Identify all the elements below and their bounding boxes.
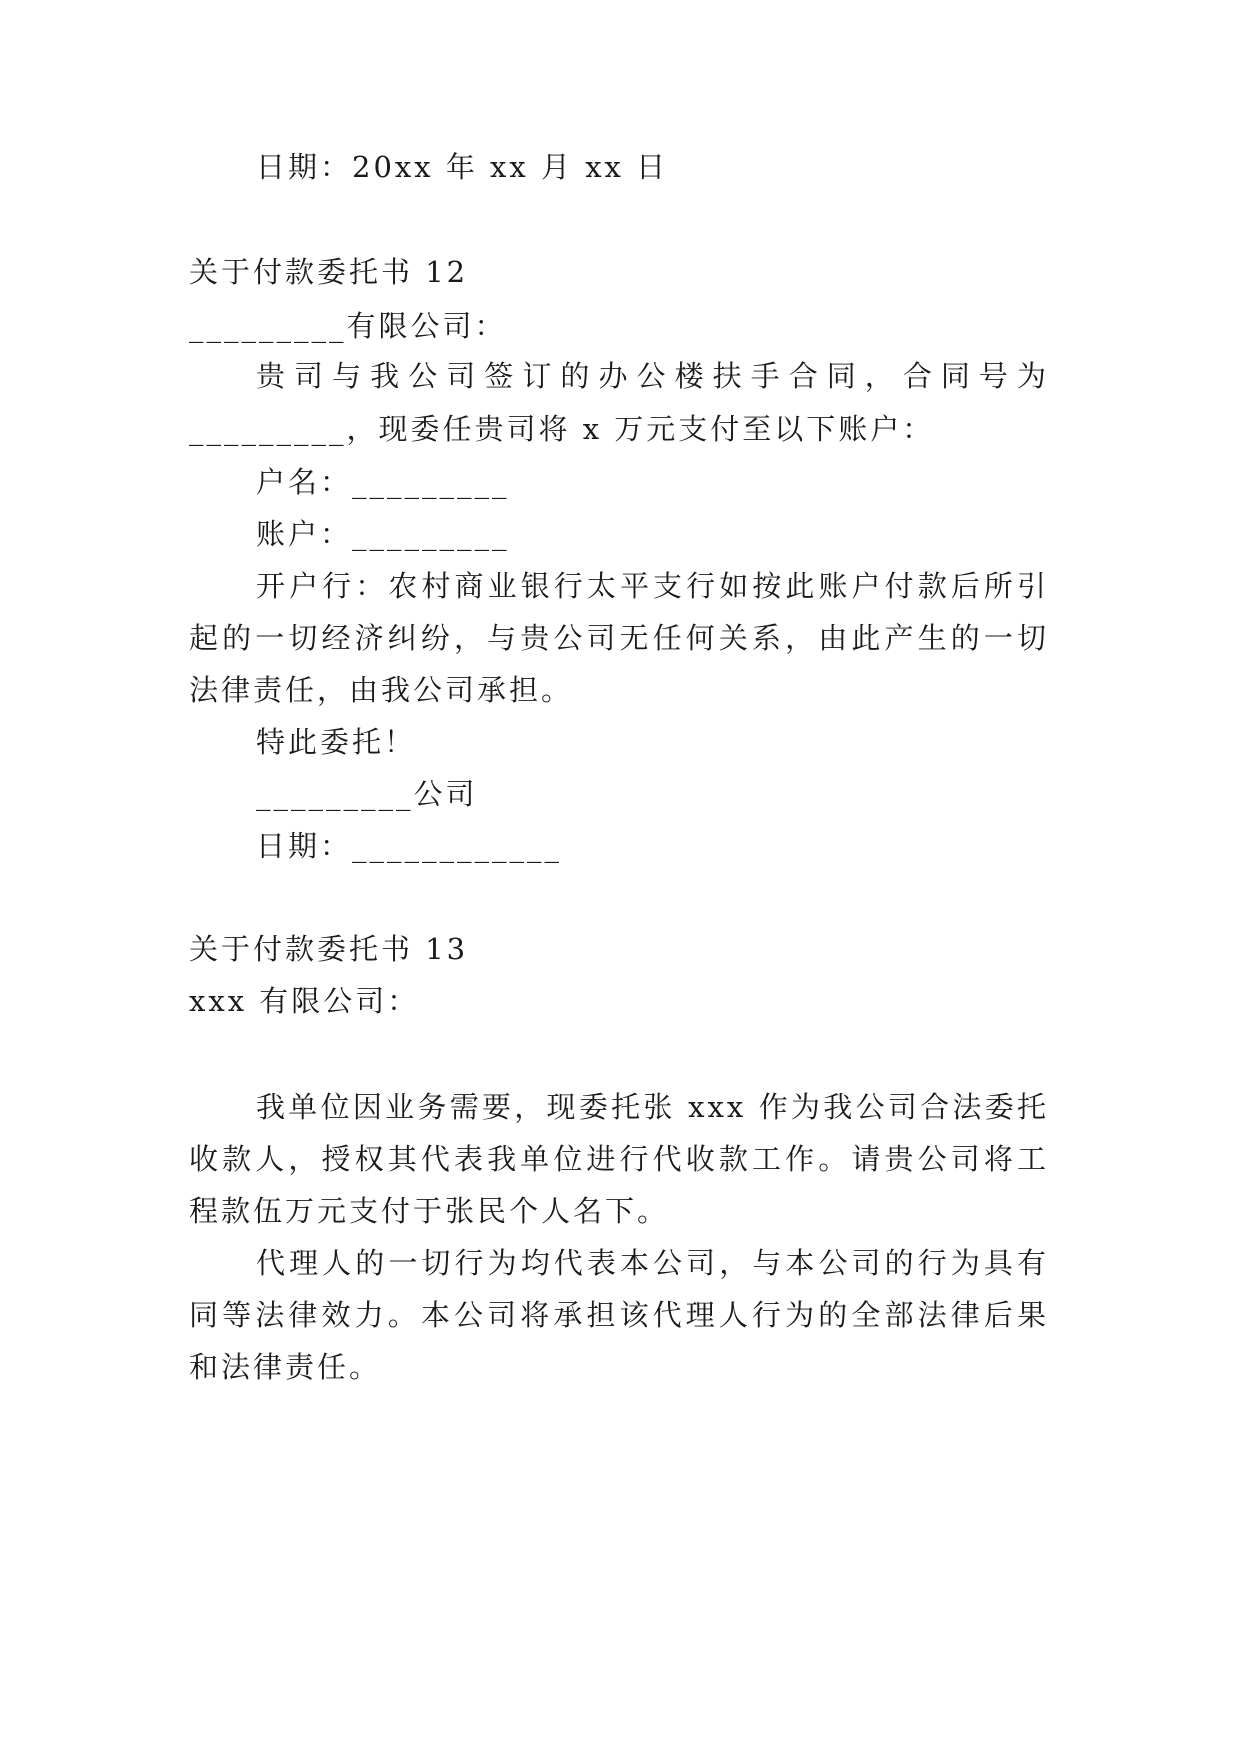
account-number-line: 账户：_________ xyxy=(256,517,510,551)
letter-12-title: 关于付款委托书 12 xyxy=(189,255,469,289)
company-line: _________公司 xyxy=(256,777,478,811)
letter-13-para-1-line-3: 程款伍万元支付于张民个人名下。 xyxy=(189,1194,670,1228)
letter-12-body-line-2: _________，现委任贵司将 x 万元支付至以下账户： xyxy=(189,412,935,446)
letter-12-salutation: _________有限公司： xyxy=(189,309,507,343)
account-name-line: 户名：_________ xyxy=(256,465,510,499)
letter-12-date-line: 日期：____________ xyxy=(256,829,563,863)
letter-13-salutation: xxx 有限公司： xyxy=(189,984,420,1018)
letter-12-body-line-1: 贵司与我公司签订的办公楼扶手合同，合同号为 xyxy=(256,359,1049,393)
bank-line-3: 法律责任，由我公司承担。 xyxy=(189,673,574,707)
letter-13-para-1-line-2: 收款人，授权其代表我单位进行代收款工作。请贵公司将工 xyxy=(189,1142,1049,1176)
letter-13-para-2-line-2: 同等法律效力。本公司将承担该代理人行为的全部法律后果 xyxy=(189,1298,1049,1332)
bank-line-2: 起的一切经济纠纷，与贵公司无任何关系，由此产生的一切 xyxy=(189,621,1049,655)
letter-13-para-2-line-1: 代理人的一切行为均代表本公司，与本公司的行为具有 xyxy=(256,1246,1049,1280)
date-line: 日期：20xx 年 xx 月 xx 日 xyxy=(256,150,669,184)
closing-line: 特此委托！ xyxy=(256,725,417,759)
letter-13-para-1-line-1: 我单位因业务需要，现委托张 xxx 作为我公司合法委托 xyxy=(256,1090,1049,1124)
bank-line-1: 开户行：农村商业银行太平支行如按此账户付款后所引 xyxy=(256,569,1049,603)
letter-13-title: 关于付款委托书 13 xyxy=(189,932,469,966)
letter-13-para-2-line-3: 和法律责任。 xyxy=(189,1350,382,1384)
